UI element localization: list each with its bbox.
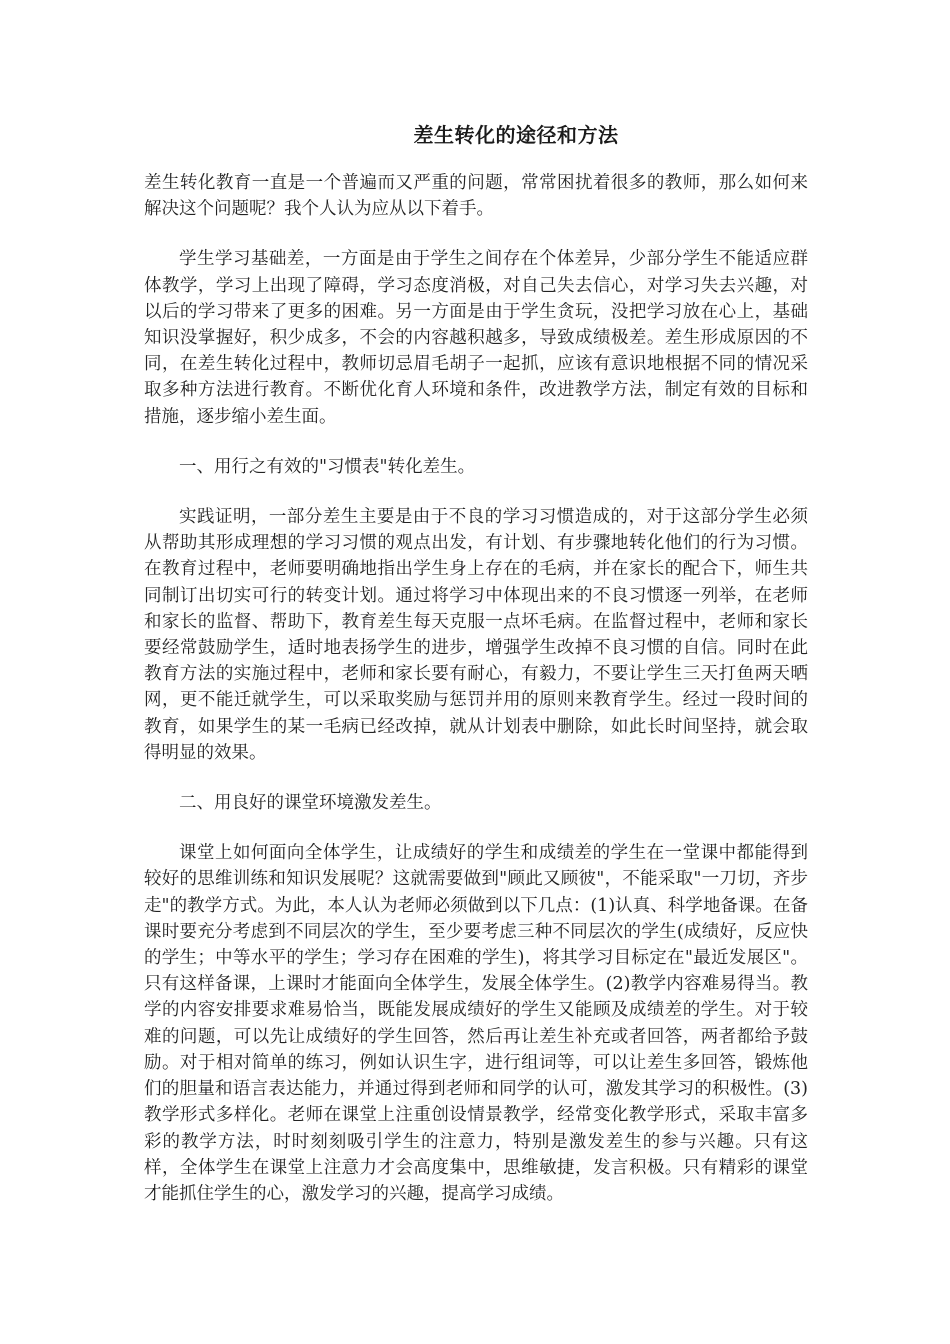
section-heading-habit-table: 一、用行之有效的"习惯表"转化差生。 [179,456,476,477]
paragraph-intro: 差生转化教育一直是一个普遍而又严重的问题，常常困扰着很多的教师，那么如何来解决这个问题呢？我个人认为应从以下着手。 [144,173,808,220]
document-title: 差生转化的途径和方法 [413,123,619,147]
paragraph-causes: 学生学习基础差，一方面是由于学生之间存在个体差异，少部分学生不能适应群体教学，学习上出现了障碍，学习态度消极，对自己失去信心，对学习失去兴趣，对以后的学习带来了更多的困难。另一方面是由于学生贪玩，没把学习放在心上，基础知识没掌握好，积少成多，不会的内容越积越多，导致成绩极差。差生形成原因的不同，在差生转化过程中，教师切忌眉毛胡子一起抓，应该有意识地根据不同的情况采取多种方法进行教育。不断优化育人环境和条件，改进教学方法，制定有效的目标和措施，逐步缩小差生面。 [144,249,808,427]
document-body [144,170,808,1231]
paragraph-habit-table: 实践证明，一部分差生主要是由于不良的学习习惯造成的，对于这部分学生必须从帮助其形成理想的学习习惯的观点出发，有计划、有步骤地转化他们的行为习惯。在教育过程中，老师要明确地指出学生身上存在的毛病，并在家长的配合下，师生共同制订出切实可行的转变计划。通过将学习中体现出来的不良习惯逐一列举，在老师和家长的监督、帮助下，教育差生每天克服一点坏毛病。在监督过程中，老师和家长要经常鼓励学生，适时地表扬学生的进步，增强学生改掉不良习惯的自信。同时在此教育方法的实施过程中，老师和家长要有耐心，有毅力，不要让学生三天打鱼两天晒网，更不能迁就学生，可以采取奖励与惩罚并用的原则来教育学生。经过一段时间的教育，如果学生的某一毛病已经改掉，就从计划表中删除，如此长时间坚持，就会取得明显的效果。 [144,507,808,763]
section-heading-classroom: 二、用良好的课堂环境激发差生。 [179,793,442,814]
paragraph-classroom: 课堂上如何面向全体学生，让成绩好的学生和成绩差的学生在一堂课中都能得到较好的思维训练和知识发展呢？这就需要做到"顾此又顾彼"，不能采取"一刀切，齐步走"的教学方式。为此，本人认为老师必须做到以下几点：(1)认真、科学地备课。在备课时要充分考虑到不同层次的学生，至少要考虑三种不同层次的学生(成绩好，反应快的学生；中等水平的学生；学习存在困难的学生)，将其学习目标定在"最近发展区"。只有这样备课，上课时才能面向全体学生，发展全体学生。(2)教学内容难易得当。教学的内容安排要求难易恰当，既能发展成绩好的学生又能顾及成绩差的学生。对于较难的问题，可以先让成绩好的学生回答，然后再让差生补充或者回答，两者都给予鼓励。对于相对简单的练习，例如认识生字，进行组词等，可以让差生多回答，锻炼他们的胆量和语言表达能力，并通过得到老师和同学的认可，激发其学习的积极性。(3)教学形式多样化。老师在课堂上注重创设情景教学，经常变化教学形式，采取丰富多彩的教学方法，时时刻刻吸引学生的注意力，特别是激发差生的参与兴趣。只有这样，全体学生在课堂上注意力才会高度集中，思维敏捷，发言积极。只有精彩的课堂才能抓住学生的心，激发学习的兴趣，提高学习成绩。 [144,843,808,1204]
